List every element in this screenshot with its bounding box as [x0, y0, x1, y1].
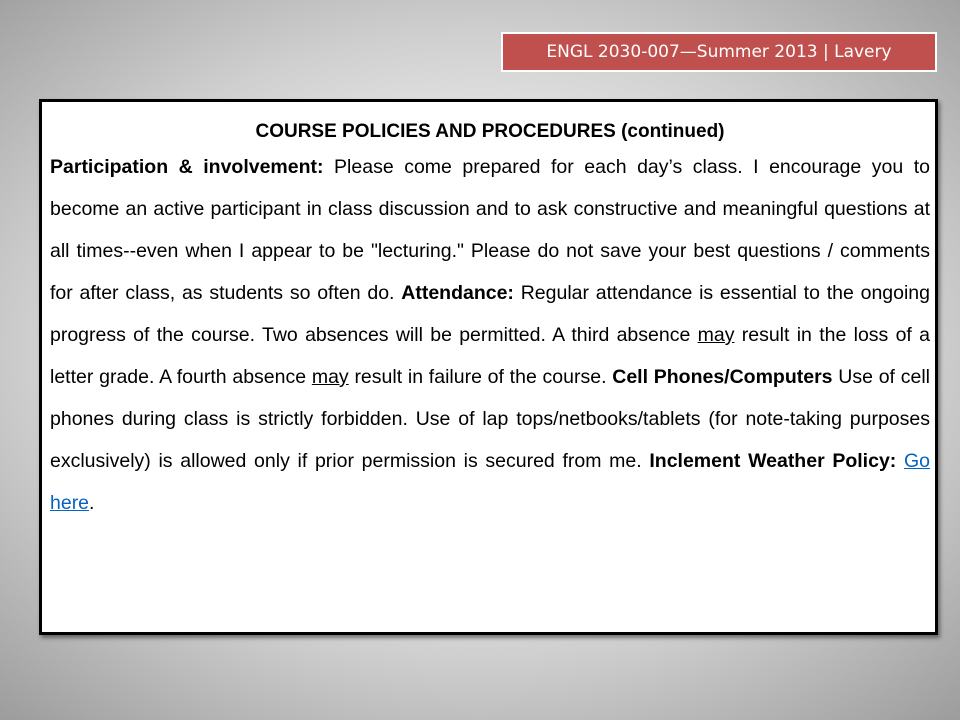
- weather-heading: Inclement Weather Policy:: [649, 450, 897, 472]
- may-emphasis: may: [697, 324, 735, 346]
- phones-heading: Cell Phones/Computers: [612, 366, 833, 388]
- attendance-text: result in the loss of a letter grade. A fourth absence: [50, 324, 930, 388]
- weather-policy-link[interactable]: Go here: [50, 450, 931, 514]
- weather-period: .: [89, 492, 95, 514]
- may-emphasis: may: [311, 366, 349, 388]
- policy-title: COURSE POLICIES AND PROCEDURES (continued): [255, 121, 725, 142]
- attendance-text: result in failure of the course.: [348, 366, 613, 388]
- course-title-badge: ENGL 2030-007—Summer 2013 | Lavery: [501, 32, 937, 72]
- participation-heading: Participation & involvement:: [50, 156, 324, 178]
- policy-body: [50, 146, 930, 524]
- participation-text: Please come prepared for each day’s class. I encourage you to become an active participant in class discussion and to ask constructive and meaningful questions at all times--even when I appear to be "lecturing." Please do not save your best questions / comments for after class, as students so often do.: [50, 156, 930, 304]
- phones-text: Use of cell phones during class is strictly forbidden. Use of lap tops/netbooks/tablets (for note-taking purposes exclusively) is allowed only if prior permission is secured from me.: [50, 366, 930, 472]
- attendance-heading: Attendance:: [401, 282, 514, 304]
- policy-text-box: [39, 99, 938, 635]
- attendance-text: Regular attendance is essential to the ongoing progress of the course. Two absences will be permitted. A third absence: [50, 282, 930, 346]
